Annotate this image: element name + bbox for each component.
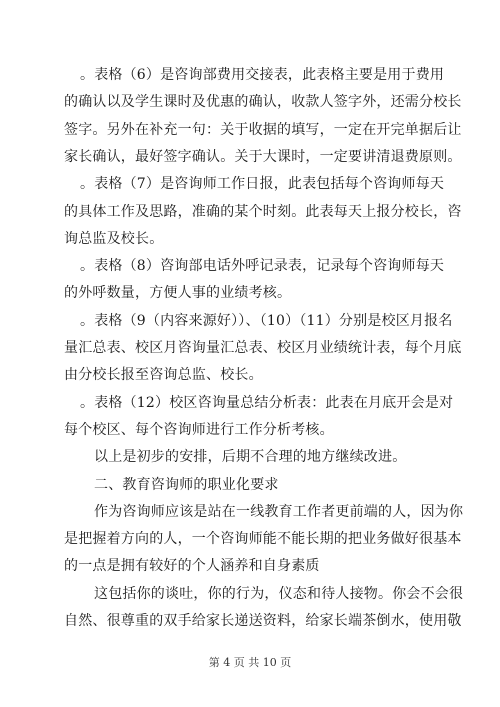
text-line: 以上是初步的安排，后期不合理的地方继续改进。: [94, 449, 407, 466]
text-line: 自然、很尊重的双手给家长递送资料，给家长端茶倒水，使用敬: [64, 613, 462, 629]
text-line: 。表格（9（内容来源好））、（10）（11）分别是校区月报名: [80, 312, 453, 329]
text-line: 量汇总表、校区月咨询量汇总表、校区月业绩统计表，每个月底: [64, 340, 462, 356]
text-line: 询总监及校长。: [64, 230, 164, 247]
text-line: 的具体工作及思路，准确的某个时刻。此表每天上报分校长，咨: [64, 203, 462, 220]
text-line: 作为咨询师应该是站在一线教育工作者更前端的人，因为你: [94, 503, 464, 520]
text-line: 由分校长报至咨询总监、校长。: [64, 367, 263, 384]
page-number: 第 4 页 共 10 页: [208, 656, 292, 669]
text-line: 。表格（12）校区咨询量总结分析表：此表在月底开会是对: [80, 394, 454, 411]
text-line: 签字。另外在补充一句：关于收据的填写，一定在开完单据后让: [64, 121, 462, 138]
page-footer: [0, 654, 500, 670]
section-heading: 二、教育咨询师的职业化要求: [94, 476, 279, 493]
text-line: 的外呼数量，方便人事的业绩考核。: [64, 285, 292, 302]
text-line: 。表格（8）咨询部电话外呼记录表，记录每个咨询师每天: [80, 258, 445, 275]
text-line: 家长确认，最好签字确认。关于大课时，一定要讲清退费原则。: [64, 148, 462, 165]
text-line: 是把握着方向的人，一个咨询师能不能长期的把业务做好很基本: [64, 531, 462, 548]
text-line: 。表格（6）是咨询部费用交接表，此表格主要是用于费用: [80, 67, 445, 83]
text-line: 的一点是拥有较好的个人涵养和自身素质: [64, 558, 320, 575]
text-line: 的确认以及学生课时及优惠的确认，收款人签字外，还需分校长: [64, 94, 462, 111]
text-line: 。表格（7）是咨询师工作日报，此表包括每个咨询师每天: [80, 176, 445, 193]
text-line: 这包括你的谈吐，你的行为，仪态和待人接物。你会不会很: [94, 585, 464, 602]
text-line: 每个校区、每个咨询师进行工作分析考核。: [64, 421, 334, 438]
